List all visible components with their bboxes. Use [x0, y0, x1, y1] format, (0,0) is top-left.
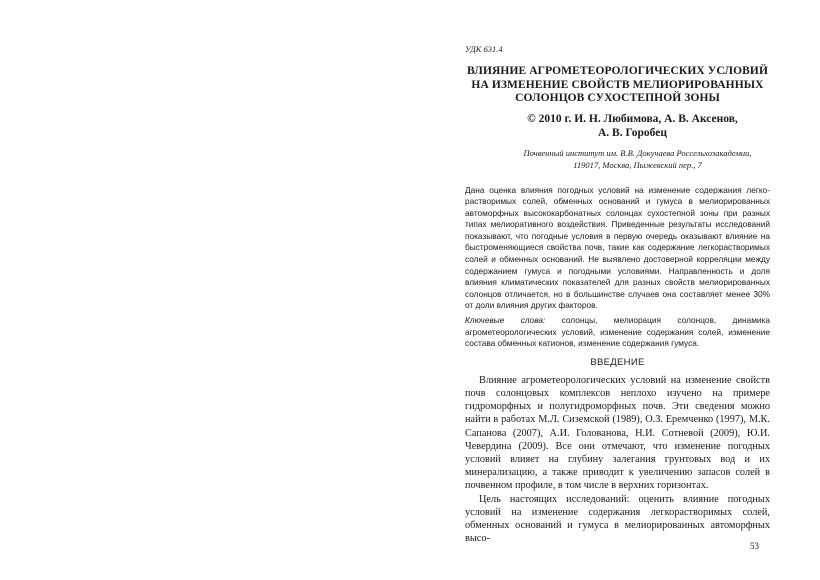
abstract	[465, 185, 770, 313]
author-affiliation: Почвенный институт им. В.В. Докучаева Россельхозакадемии, 119017, Москва, Пыжевский пер., 7	[523, 147, 752, 170]
keywords-text: солонцы, мелиорация солонцов, динамика агрометеорологических условий, изменение содержания солей, изменение состава обменных катионов, изменение содержания гумуса.	[465, 315, 770, 349]
article-authors: © 2010 г. И. Н. Любимова, А. В. Аксенов, А. В. Горобец	[527, 112, 738, 139]
section-heading-introduction: ВВЕДЕНИЕ	[590, 356, 645, 368]
body-paragraph: Влияние агрометеорологических условий на изменение свойств почв солонцовых комплексов неплохо изучено на примере гидроморфных и полугидроморфных почв. Эти сведения можно найти в работах М.Л. Сиземской (1989), О.З. Еремченко (1997), М.К. Сапанова (2007), А.И. Головановa, Н.И. Сотневой (2009), Ю.И. Чевердина (2009). Все они отмечают, что изменение погодных условий влияет на глубину залегания грунтовых вод и их минерализацию, а также приводит к увеличению запасов солей в почвенном профиле, в том числе в верхних горизонтах.	[465, 374, 770, 492]
page-number: 53	[750, 541, 759, 551]
body-paragraph: Цель настоящих исследований: оценить влияние погодных условий на изменение содержания легкорастворимых солей, обменных оснований и гумуса в мелиорированных автоморфных высо-	[465, 493, 770, 545]
abstract-text: Дана оценка влияния погодных условий на изменение содержания легко-растворимых солей, обменных оснований и гумуса в мелиорированных автоморфных высококарбонатных солонцах сухостепной зоны при разных типах мелиоративного воздействия. Приведенные результаты исследований показывают, что погодные условия в первую очередь оказывают влияние на быстроменяющиеся свойства почв, такие как содержание легкорастворимых солей и обменных оснований. Не выявлено достоверной корреляции между содержанием гумуса и погодными условиями. Направленность и доля влияния климатических показателей для разных свойств мелиорированных солонцов отличается, но в большинстве случаев она составляет менее 30% от доли влияния других факторов.	[465, 184, 770, 311]
keywords	[465, 315, 770, 350]
udk-code: УДК 631.4	[465, 44, 503, 54]
article-column	[465, 44, 770, 545]
article-title: ВЛИЯНИЕ АГРОМЕТЕОРОЛОГИЧЕСКИХ УСЛОВИЙ НА ИЗМЕНЕНИЕ СВОЙСТВ МЕЛИОРИРОВАННЫХ СОЛОНЦОВ СУХОСТЕПНОЙ ЗОНЫ	[466, 65, 769, 104]
keywords-label: Ключевые слова:	[465, 315, 546, 326]
body-text	[465, 374, 770, 546]
